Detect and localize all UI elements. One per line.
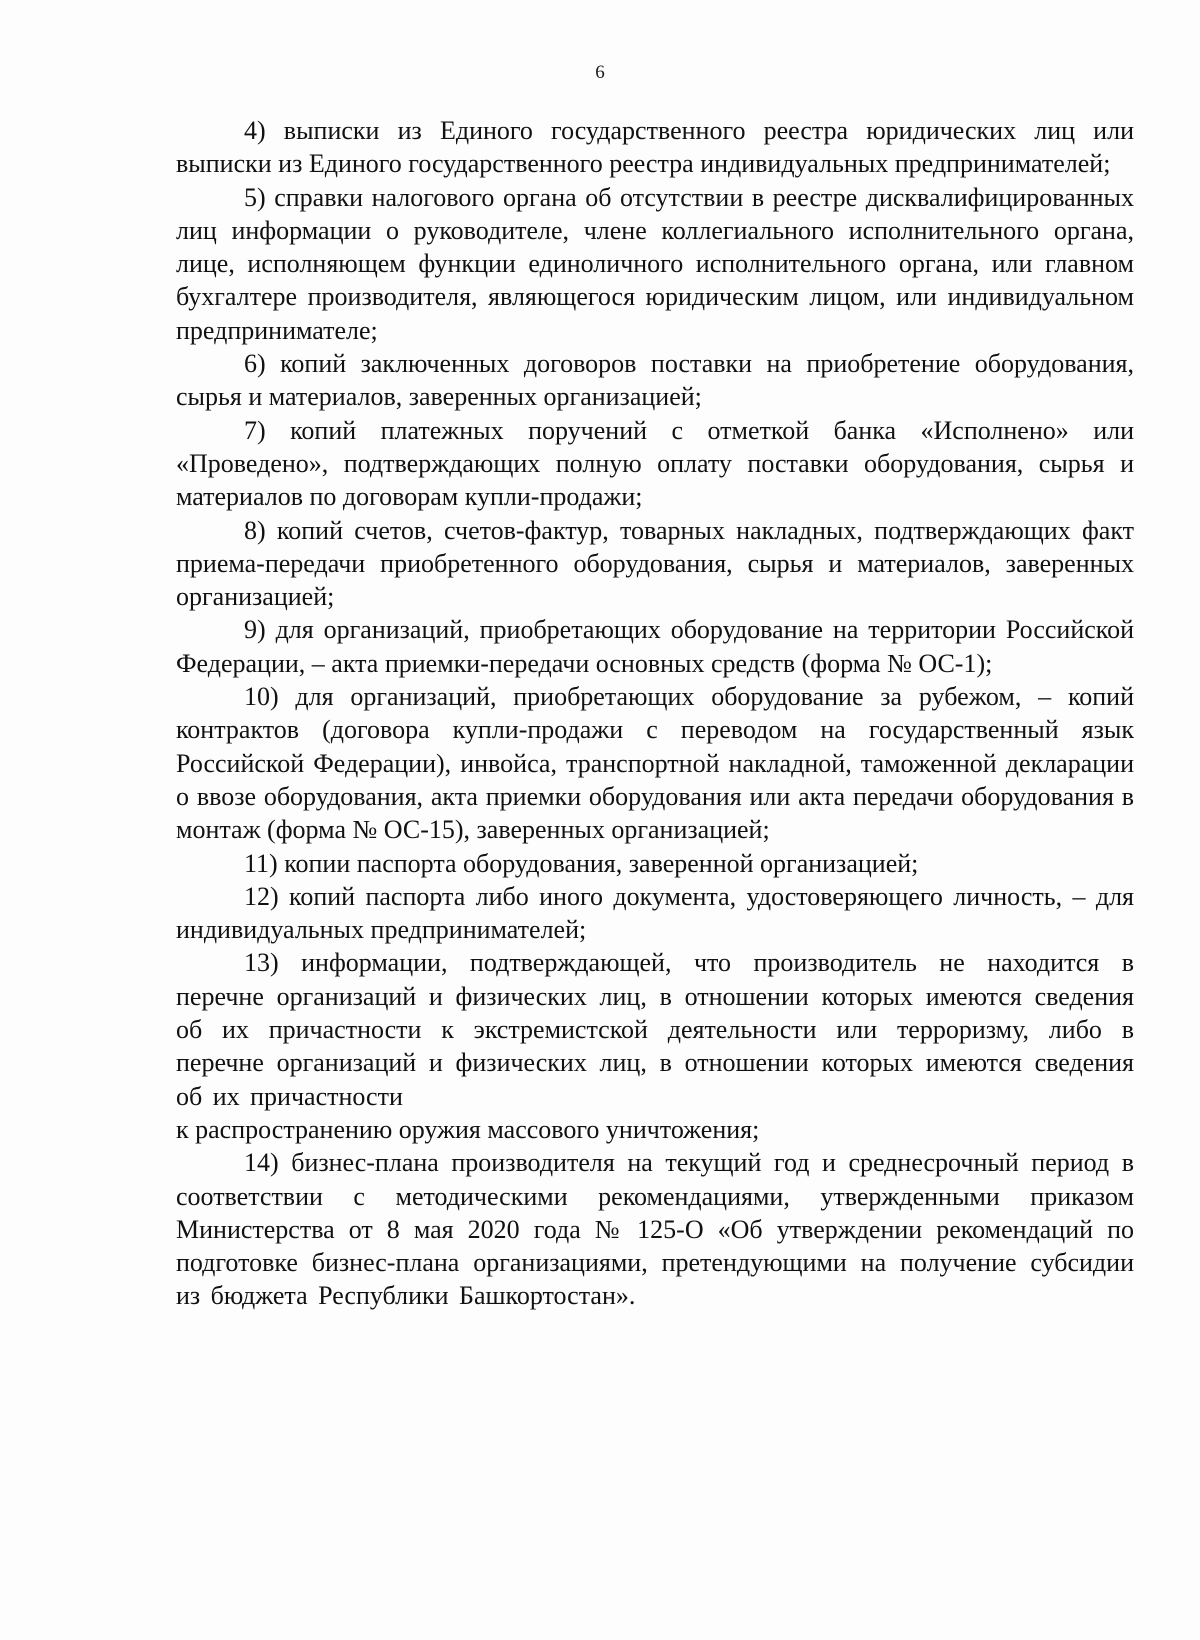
paragraph-item-8: 8) копий счетов, счетов-фактур, товарных накладных, подтверждающих факт приема-передачи приобретенного оборудования, сырья и материалов, заверенных организацией; xyxy=(176,515,1134,612)
document-body xyxy=(176,114,1134,1313)
paragraph-item-13-continuation: к распространению оружия массового уничтожения; xyxy=(176,1114,760,1144)
paragraph-item-5: 5) справки налогового органа об отсутствии в реестре дисквалифицированных лиц информации о руководителе, члене коллегиального исполнительного органа, лице, исполняющем функции единоличного исполнительного органа, или главном бухгалтере производителя, являющегося юридическим лицом, или индивидуальном предпринимателе; xyxy=(176,182,1134,345)
paragraph-item-6: 6) копий заключенных договоров поставки на приобретение оборудования, сырья и материалов, заверенных организацией; xyxy=(176,349,1134,412)
paragraph-item-14: 14) бизнес-плана производителя на текущий год и среднесрочный период в соответствии с методическими рекомендациями, утвержденными приказом Министерства от 8 мая 2020 года № 125-О «Об утверждении рекомендаций по подготовке бизнес-плана организациями, претендующими на получение субсидии из бюджета Республики Башкортостан». xyxy=(176,1148,1134,1311)
paragraph-item-13: 13) информации, подтверждающей, что производитель не находится в перечне организаций и физических лиц, в отношении которых имеются сведения об их причастности к экстремистской деятельности или терроризму, либо в перечне организаций и физических лиц, в отношении которых имеются сведения об их причастности xyxy=(176,948,1134,1111)
paragraph-item-7: 7) копий платежных поручений с отметкой банка «Исполнено» или «Проведено», подтверждающих полную оплату поставки оборудования, сырья и материалов по договорам купли-продажи; xyxy=(176,415,1134,512)
paragraph-item-9: 9) для организаций, приобретающих оборудование на территории Российской Федерации, – акта приемки-передачи основных средств (форма № ОС-1); xyxy=(176,615,1134,678)
paragraph-item-11: 11) копии паспорта оборудования, заверенной организацией; xyxy=(244,848,919,878)
paragraph-item-10: 10) для организаций, приобретающих оборудование за рубежом, – копий контрактов (договора купли-продажи с переводом на государственный язык Российской Федерации), инвойса, транспортной накладной, таможенной декларации о ввозе оборудования, акта приемки оборудования или акта передачи оборудования в монтаж (форма № ОС-15), заверенных организацией; xyxy=(176,682,1134,845)
page-number: 6 xyxy=(595,62,605,83)
paragraph-item-4: 4) выписки из Единого государственного реестра юридических лиц или выписки из Единого государственного реестра индивидуальных предпринимателей; xyxy=(176,116,1134,179)
paragraph-item-12: 12) копий паспорта либо иного документа, удостоверяющего личность, – для индивидуальных предпринимателей; xyxy=(176,881,1134,945)
